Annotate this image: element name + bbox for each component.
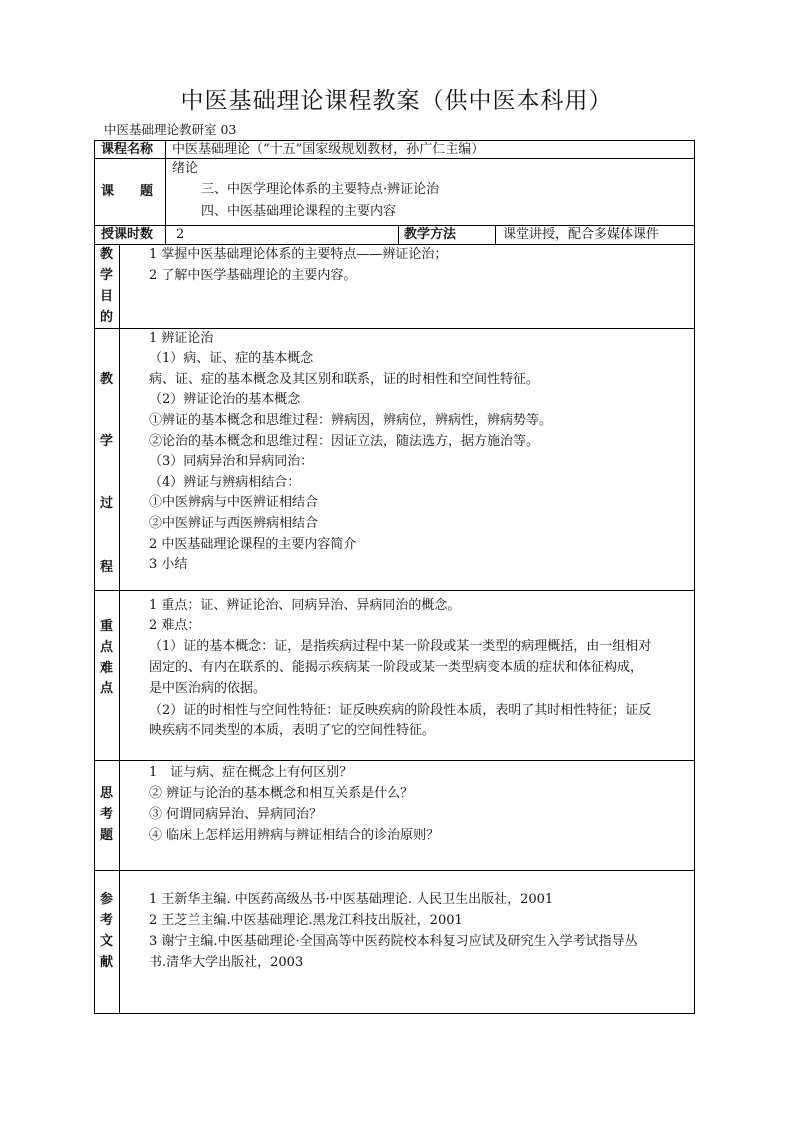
key-points-label-char: 难	[100, 661, 114, 676]
method-label: 教学方法	[404, 227, 457, 242]
process-line: （4）辨证与辨病相结合：	[149, 475, 301, 490]
course-name-label: 课程名称	[101, 142, 154, 157]
page-title: 中医基础理论课程教案（供中医本科用）	[180, 88, 613, 114]
questions-label-char: 考	[100, 807, 114, 822]
topic-line: 绪论	[172, 161, 199, 176]
table-rule	[94, 328, 695, 329]
goals-label-char: 的	[100, 310, 114, 325]
course-name-value: 中医基础理论（“十五”国家级规划教材，孙广仁主编）	[172, 142, 485, 157]
questions-line: 1 证与病、症在概念上有何区别？	[149, 765, 353, 780]
key-points-line: （2）证的时相性与空间性特征：证反映疾病的阶段性本质，表明了其时相性特征；证反	[149, 703, 652, 718]
process-label-char: 程	[100, 560, 114, 575]
goals-line: 2 了解中医学基础理论的主要内容。	[149, 268, 357, 283]
key-points-label-char: 点	[100, 640, 114, 655]
table-rule	[119, 244, 120, 1013]
topic-line: 三、中医学理论体系的主要特点·辨证论治	[201, 182, 440, 197]
process-line: ①辨证的基本概念和思维过程：辨病因，辨病位，辨病性，辨病势等。	[149, 413, 553, 428]
references-label-char: 献	[100, 955, 114, 970]
references-label-char: 文	[100, 934, 114, 949]
process-label-char: 过	[100, 496, 114, 511]
references-line: 1 王新华主编. 中医药高级丛书·中医基础理论. 人民卫生出版社，2001	[149, 892, 554, 907]
process-line: ①中医辨病与中医辨证相结合	[149, 495, 319, 510]
table-rule	[94, 140, 95, 1013]
key-points-line: 1 重点：证、辨证论治、同病异治、异病同治的概念。	[149, 598, 461, 613]
references-line: 书.清华大学出版社，2003	[149, 955, 304, 970]
key-points-line: 映疾病不同类型的本质，表明了它的空间性特征。	[149, 723, 436, 738]
questions-line: ② 辨证与论治的基本概念和相互关系是什么？	[149, 786, 414, 801]
table-rule	[94, 870, 695, 871]
questions-line: ③ 何谓同病异治、异病同治？	[149, 807, 323, 822]
process-label-char: 学	[100, 434, 114, 449]
process-line: 2 中医基础理论课程的主要内容简介	[149, 537, 357, 552]
table-rule	[694, 140, 695, 1013]
table-rule	[94, 244, 695, 245]
goals-label-char: 教	[100, 247, 114, 262]
process-line: 1 辨证论治	[149, 331, 214, 346]
references-line: 3 谢宁主编.中医基础理论·全国高等中医药院校本科复习应试及研究生入学考试指导丛	[149, 934, 638, 949]
process-line: （3）同病异治和异病同治：	[149, 454, 314, 469]
process-line: 病、证、症的基本概念及其区别和联系，证的时相性和空间性特征。	[149, 372, 540, 387]
method-value: 课堂讲授，配合多媒体课件	[503, 227, 660, 242]
key-points-label-char: 重	[100, 619, 114, 634]
references-label-char: 参	[100, 892, 114, 907]
process-line: （2）辨证论治的基本概念	[149, 392, 301, 407]
table-rule	[94, 1013, 695, 1014]
references-line: 2 王芝兰主编.中医基础理论.黑龙江科技出版社，2001	[149, 913, 463, 928]
topic-line: 四、中医基础理论课程的主要内容	[201, 204, 397, 219]
process-line: ②中医辨证与西医辨病相结合	[149, 516, 319, 531]
process-line: 3 小结	[149, 557, 188, 572]
hours-label: 授课时数	[101, 227, 154, 242]
questions-label-char: 思	[100, 786, 114, 801]
key-points-line: 固定的、有内在联系的、能揭示疾病某一阶段或某一类型病变本质的症状和体征构成，	[149, 660, 644, 675]
key-points-line: 2 难点：	[149, 618, 201, 633]
questions-line: ④ 临床上怎样运用辨病与辨证相结合的诊治原则？	[149, 828, 440, 843]
process-line: （1）病、证、症的基本概念	[149, 351, 314, 366]
goals-label-char: 学	[100, 268, 114, 283]
topic-label: 课 题	[101, 184, 154, 199]
goals-label-char: 目	[100, 289, 114, 304]
questions-label-char: 题	[100, 828, 114, 843]
goals-line: 1 掌握中医基础理论体系的主要特点——辨证论治；	[149, 247, 448, 262]
table-rule	[165, 140, 166, 244]
key-points-line: （1）证的基本概念：证，是指疾病过程中某一阶段或某一类型的病理概括，由一组相对	[149, 639, 652, 654]
table-rule	[398, 225, 399, 244]
department-label: 中医基础理论教研室 03	[104, 122, 237, 137]
table-rule	[94, 760, 695, 761]
hours-value: 2	[176, 227, 185, 242]
key-points-line: 是中医治病的依据。	[149, 681, 267, 696]
table-rule	[495, 225, 496, 244]
table-rule	[94, 590, 695, 591]
key-points-label-char: 点	[100, 681, 114, 696]
process-line: ②论治的基本概念和思维过程：因证立法，随法选方，据方施治等。	[149, 434, 540, 449]
references-label-char: 考	[100, 913, 114, 928]
process-label-char: 教	[100, 372, 114, 387]
